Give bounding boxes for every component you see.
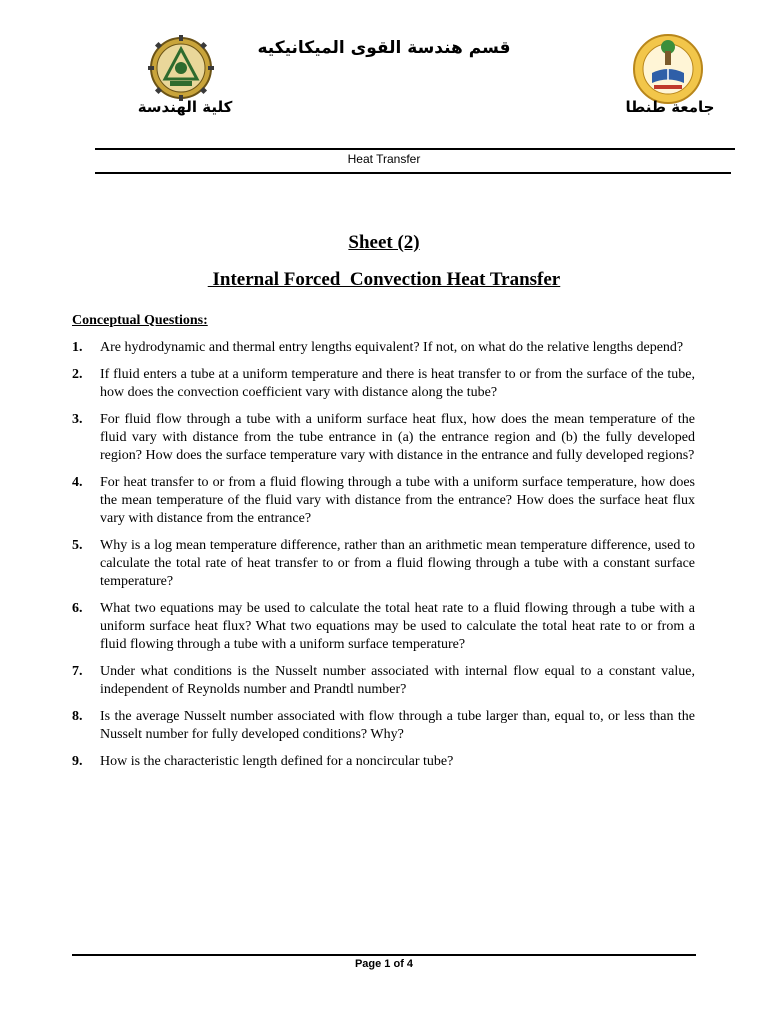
course-name: Heat Transfer [347,152,421,166]
question-number: 5. [72,538,83,553]
question-item [72,339,695,357]
question-item [72,366,695,402]
university-name: جامعة طنطا [625,98,715,116]
question-text: For fluid flow through a tube with a uniform surface heat flux, how does the mean temperature of the fluid vary with distance from the tube entrance in (a) the entrance region and (b) the fully developed region? How does the surface temperature vary with distance in the entrance and fully developed regions? [100,412,695,463]
question-item [72,474,695,528]
question-item [72,753,695,771]
question-text: For heat transfer to or from a fluid flowing through a tube with a uniform surface temperature, how does the mean temperature of the fluid vary with distance from the entrance? How does the surface heat flux vary with distance from the entrance? [100,475,695,526]
question-text: If fluid enters a tube at a uniform temperature and there is heat transfer to or from the surface of the tube, how does the convection coefficient vary with distance along the tube? [100,367,695,400]
question-text: How is the characteristic length defined for a noncircular tube? [100,754,454,769]
question-item [72,537,695,591]
question-number: 1. [72,340,83,355]
question-text: Under what conditions is the Nusselt number associated with internal flow equal to a constant value, independent of Reynolds number and Prandtl number? [100,664,695,697]
question-number: 3. [72,412,83,427]
question-number: 4. [72,475,83,490]
page-number: Page 1 of 4 [354,958,414,970]
question-list [72,339,695,780]
faculty-name: كلية الهندسة [137,98,233,116]
question-item [72,411,695,465]
question-text: Why is a log mean temperature difference, rather than an arithmetic mean temperature difference, used to calculate the total rate of heat transfer to or from a fluid flowing through a tube with a constant surface temperature? [100,538,695,589]
question-number: 2. [72,367,83,382]
header-top-rule [95,148,735,150]
footer-rule [72,954,696,956]
section-heading: Conceptual Questions: [72,313,208,328]
question-number: 7. [72,664,83,679]
department-title: قسم هندسة القوى الميكانيكيه [257,38,511,58]
question-number: 9. [72,754,83,769]
header-bottom-rule [95,172,731,174]
sheet-title: Sheet (2) [348,232,420,253]
question-item [72,708,695,744]
question-number: 6. [72,601,83,616]
question-number: 8. [72,709,83,724]
question-text: Are hydrodynamic and thermal entry lengths equivalent? If not, on what do the relative lengths depend? [100,340,684,355]
question-text: What two equations may be used to calculate the total heat rate to a fluid flowing through a tube with a uniform surface heat flux? What two equations may be used to calculate the total heat rate to or from a fluid flowing through a tube with a uniform surface temperature? [100,601,695,652]
question-item [72,600,695,654]
question-text: Is the average Nusselt number associated with flow through a tube larger than, equal to, or less than the Nusselt number for fully developed conditions? Why? [100,709,695,742]
topic-title: Internal Forced Convection Heat Transfer [207,269,561,290]
question-item [72,663,695,699]
